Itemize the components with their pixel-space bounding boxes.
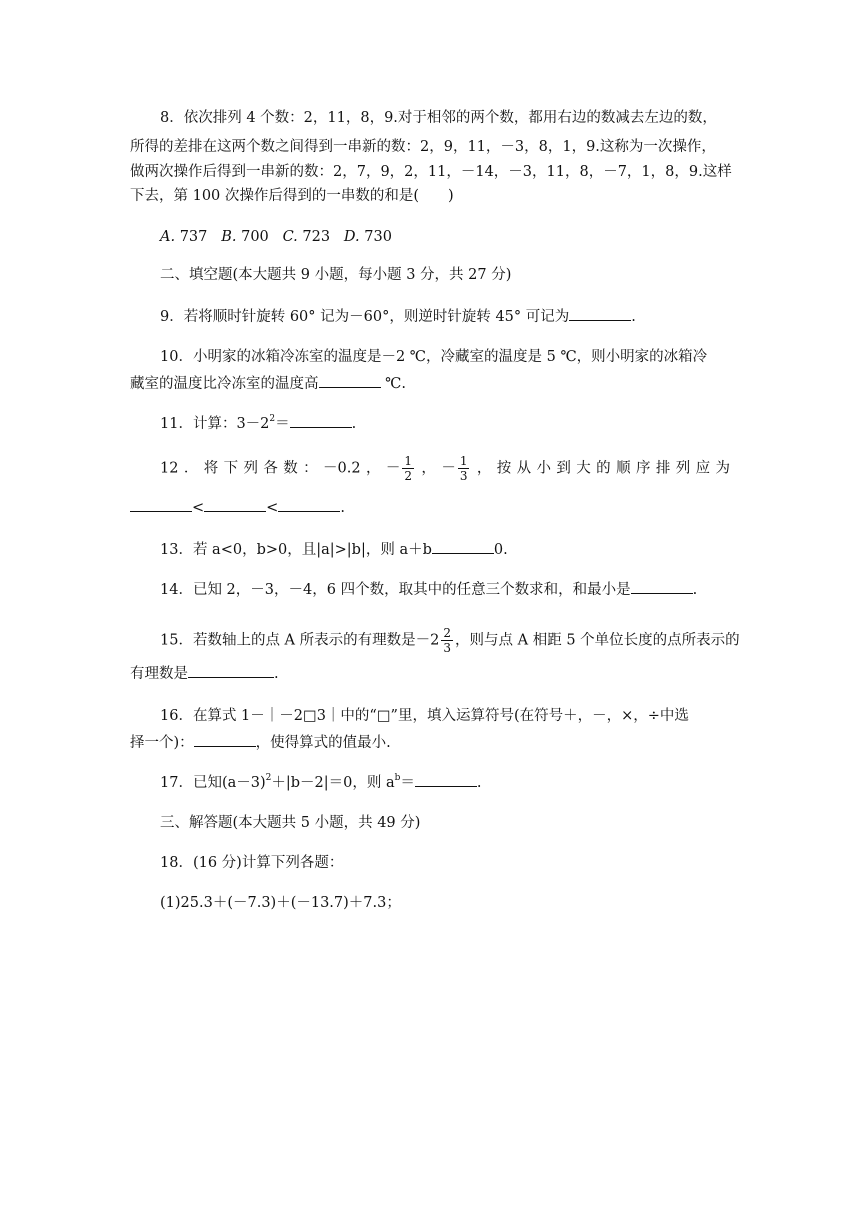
- q15-line-1: 15．若数轴上的点 A 所表示的有理数是－2 $\frac{2}{3}$ ，则与点 A 相距 5 个单位长度的点所表示的: [160, 626, 740, 655]
- fraction-one-third: $\frac{1}{3}$: [459, 454, 468, 483]
- q8-line-3: 做两次操作后得到一串新的数：2，7，9，2，11，－14，－3，11，8，－7，1，8，9.这样: [130, 164, 732, 180]
- q15-line-2: 有理数是 .: [130, 666, 279, 682]
- q8-line-4: 下去，第 100 次操作后得到的一串数的和是( ): [130, 188, 454, 204]
- q10-line-2: 藏室的温度比冷冻室的温度高 ℃.: [130, 376, 406, 392]
- q18-sub-1: (1)25.3＋(－7.3)＋(－13.7)＋7.3；: [160, 895, 401, 911]
- answer-blank[interactable]: [319, 374, 381, 388]
- option-a: A. 737: [160, 229, 208, 245]
- q12-line-2: < < .: [130, 498, 345, 518]
- answer-blank[interactable]: [278, 498, 340, 512]
- q16-line-2: 择一个)： ，使得算式的值最小.: [130, 735, 391, 751]
- q18-title: 18．(16 分)计算下列各题：: [160, 855, 344, 871]
- answer-blank[interactable]: [569, 307, 631, 321]
- answer-blank[interactable]: [204, 498, 266, 512]
- answer-blank[interactable]: [290, 414, 352, 428]
- section-3-heading: 三、解答题(本大题共 5 小题，共 49 分): [160, 815, 421, 831]
- q9: 9．若将顺时针旋转 60° 记为－60°，则逆时针旋转 45° 可记为 .: [160, 309, 636, 325]
- answer-blank[interactable]: [432, 540, 494, 554]
- q17: 17．已知$(a-3)^2+|b-2|=0$，则 $a^b=$ .: [160, 773, 482, 791]
- q12-line-1: 12．将下列各数：－0.2，－ $\frac{1}{2}$ ，－ $\frac{1}{3}$ ，按从小到大的顺序排列应为: [160, 454, 731, 483]
- answer-blank[interactable]: [130, 498, 192, 512]
- q13: 13．若 a<0，b>0，且|a|>|b|，则 a＋b 0.: [160, 542, 508, 558]
- q8-options: [160, 227, 392, 247]
- option-c: C. 723: [282, 229, 331, 245]
- fraction-one-half: $\frac{1}{2}$: [404, 454, 413, 483]
- option-d: D. 730: [343, 229, 392, 245]
- q8-line-2: 所得的差排在这两个数之间得到一串新的数：2，9，11，－3，8，1，9.这称为一次操作，: [130, 139, 716, 155]
- q10-line-1: 10．小明家的冰箱冷冻室的温度是－2 ℃，冷藏室的温度是 5 ℃，则小明家的冰箱冷: [160, 349, 708, 365]
- answer-blank[interactable]: [631, 580, 693, 594]
- answer-blank[interactable]: [415, 773, 477, 787]
- q11: 11．计算：$3-2^2=$ .: [160, 414, 357, 432]
- q8-line-1: 8．依次排列 4 个数：2，11，8，9.对于相邻的两个数，都用右边的数减去左边的数，: [160, 110, 717, 126]
- section-2-heading: 二、填空题(本大题共 9 小题，每小题 3 分，共 27 分): [160, 267, 512, 283]
- q14: 14．已知 2，－3，－4，6 四个数，取其中的任意三个数求和，和最小是 .: [160, 582, 698, 598]
- answer-blank[interactable]: [194, 733, 256, 747]
- fraction-two-thirds: $\frac{2}{3}$: [443, 626, 452, 655]
- answer-blank[interactable]: [188, 664, 274, 678]
- option-b: B. 700: [221, 229, 269, 245]
- q16-line-1: 16．在算式 1－｜－2□3｜中的“□”里，填入运算符号(在符号＋，－，×，÷中选: [160, 708, 689, 724]
